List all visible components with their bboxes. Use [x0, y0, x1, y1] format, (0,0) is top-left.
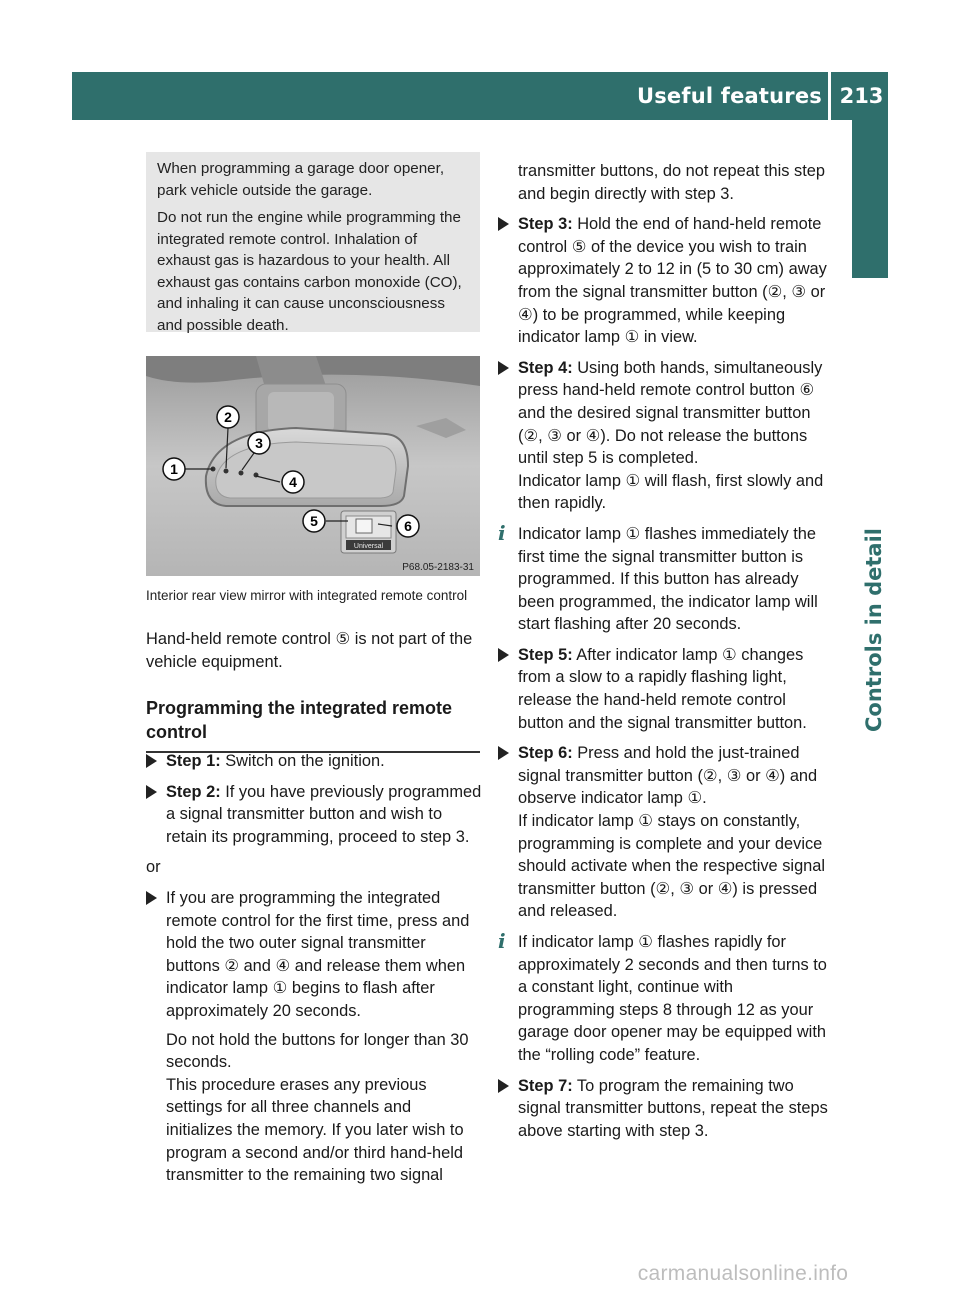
step-arrow-icon [498, 746, 509, 760]
svg-text:2: 2 [224, 409, 232, 425]
step-label: Step 1: [166, 752, 221, 770]
step-text: Using both hands, simultaneously press hand-held remote control button ⑥ and the desired signal transmitter button (②, ③ or ④). Do not release the buttons until step 5 is completed. [518, 358, 823, 468]
svg-text:1: 1 [170, 461, 178, 477]
step-arrow-icon [146, 754, 157, 768]
intro-block [146, 628, 482, 681]
info-note [498, 931, 834, 1067]
svg-text:4: 4 [289, 474, 297, 490]
mirror-figure [146, 356, 480, 576]
warning-box [146, 152, 480, 332]
step-item [498, 1075, 834, 1143]
warning-paragraph: When programming a garage door opener, park vehicle outside the garage. [157, 160, 445, 199]
step-label: Step 2: [166, 782, 221, 801]
chapter-label: Controls in detail [862, 528, 886, 732]
info-text: If indicator lamp ① flashes rapidly for approximately 2 seconds and then turns to a constant light, continue with programming steps 8 through 12 as your garage door opener may be equipped with the “rolling code” feature. [518, 933, 827, 1064]
step-item [146, 781, 482, 849]
section-heading: Programming the integrated remote control [146, 696, 480, 753]
step-arrow-icon [498, 361, 509, 375]
svg-text:5: 5 [310, 513, 318, 529]
step-label: Step 7: [518, 1076, 573, 1095]
step-arrow-icon [498, 217, 509, 231]
step-subtext: If indicator lamp ① stays on constantly, programming is complete and your device should activate when the respective signal transmitter button (②, ③ or ④) is pressed and released. [518, 812, 826, 921]
step-label: Step 4: [518, 358, 573, 377]
svg-text:6: 6 [404, 518, 412, 534]
device-label: Universal [353, 543, 384, 550]
info-icon: i [498, 520, 506, 545]
step-item [146, 750, 482, 773]
step-label: Step 6: [518, 744, 573, 763]
or-text: or [146, 858, 161, 877]
step-item [498, 213, 834, 349]
callout-4 [282, 471, 304, 493]
step-arrow-icon [146, 785, 157, 799]
step-subtext: Do not hold the buttons for longer than 30 seconds. [166, 1030, 469, 1072]
step-text: To program the remaining two signal transmitter buttons, repeat the steps above starting with step 3. [518, 1076, 828, 1140]
callout-3 [248, 432, 270, 454]
page-number: 213 [839, 84, 884, 108]
intro-paragraph: Hand-held remote control ⑤ is not part of the vehicle equipment. [146, 630, 473, 671]
side-tab [852, 120, 888, 278]
step-subtext: This procedure erases any previous settings for all three channels and initializes the memory. If you later wish to program a second and/or third hand-held transmitter to the remaining two signal [166, 1075, 464, 1185]
continuation-text: transmitter buttons, do not repeat this step and begin directly with step 3. [518, 162, 826, 203]
step-subtext: Indicator lamp ① will flash, first slowly and then rapidly. [518, 471, 824, 513]
step-item [498, 644, 834, 734]
callout-6 [397, 515, 419, 537]
header-divider [828, 72, 831, 120]
step-text: If you are programming the integrated remote control for the first time, press and hold the two outer signal transmitter buttons ② and ④ and release them when indicator lamp ① begins to flash after approximately 20 seconds. [166, 888, 470, 1020]
warning-paragraph: Do not run the engine while programming the integrated remote control. Inhalation of exhaust gas is hazardous to your health. All exhaust gas contains carbon monoxide (CO), and inhaling it can cause unconsciousness and possible death. [157, 209, 462, 334]
site-watermark: carmanualsonline.info [637, 1262, 849, 1285]
step-item [146, 887, 482, 1187]
step-item [498, 357, 834, 515]
step-item [498, 742, 834, 923]
step-arrow-icon [498, 1079, 509, 1093]
section-title: Useful features [636, 84, 822, 108]
svg-text:3: 3 [255, 435, 263, 451]
step-text: After indicator lamp ① changes from a slow to a rapidly flashing light, release the hand-held remote control button and the signal transmitter button. [518, 645, 807, 732]
info-note [498, 520, 834, 636]
step-text: If you have previously programmed a signal transmitter button and wish to retain its programming, proceed to step 3. [166, 782, 482, 846]
left-steps [146, 750, 482, 1195]
info-text: Indicator lamp ① flashes immediately the first time the signal transmitter button is programmed. If this button has already been programmed, the indicator lamp will start flashing after 20 seconds. [518, 524, 818, 634]
callout-1 [163, 458, 185, 480]
step-text: Switch on the ignition. [220, 752, 385, 770]
right-column [498, 160, 834, 1150]
figure-code: P68.05-2183-31 [402, 562, 474, 573]
callout-2 [217, 406, 239, 428]
step-label: Step 3: [518, 215, 573, 234]
step-arrow-icon [146, 891, 157, 905]
figure-caption: Interior rear view mirror with integrated remote control [146, 588, 468, 603]
info-icon: i [498, 929, 506, 953]
mirror-illustration [146, 356, 480, 576]
callout-5 [303, 510, 325, 532]
step-arrow-icon [498, 648, 509, 662]
step-text: Press and hold the just-trained signal transmitter button (②, ③ or ④) and observe indicator lamp ①. [518, 744, 818, 808]
step-text: Hold the end of hand-held remote control ⑤ of the device you wish to train approximately 2 to 12 in (5 to 30 cm) away from the signal transmitter button (②, ③ or ④) to be programmed, while keeping indicator lamp ① in view. [518, 215, 827, 347]
step-label: Step 5: [518, 645, 573, 664]
